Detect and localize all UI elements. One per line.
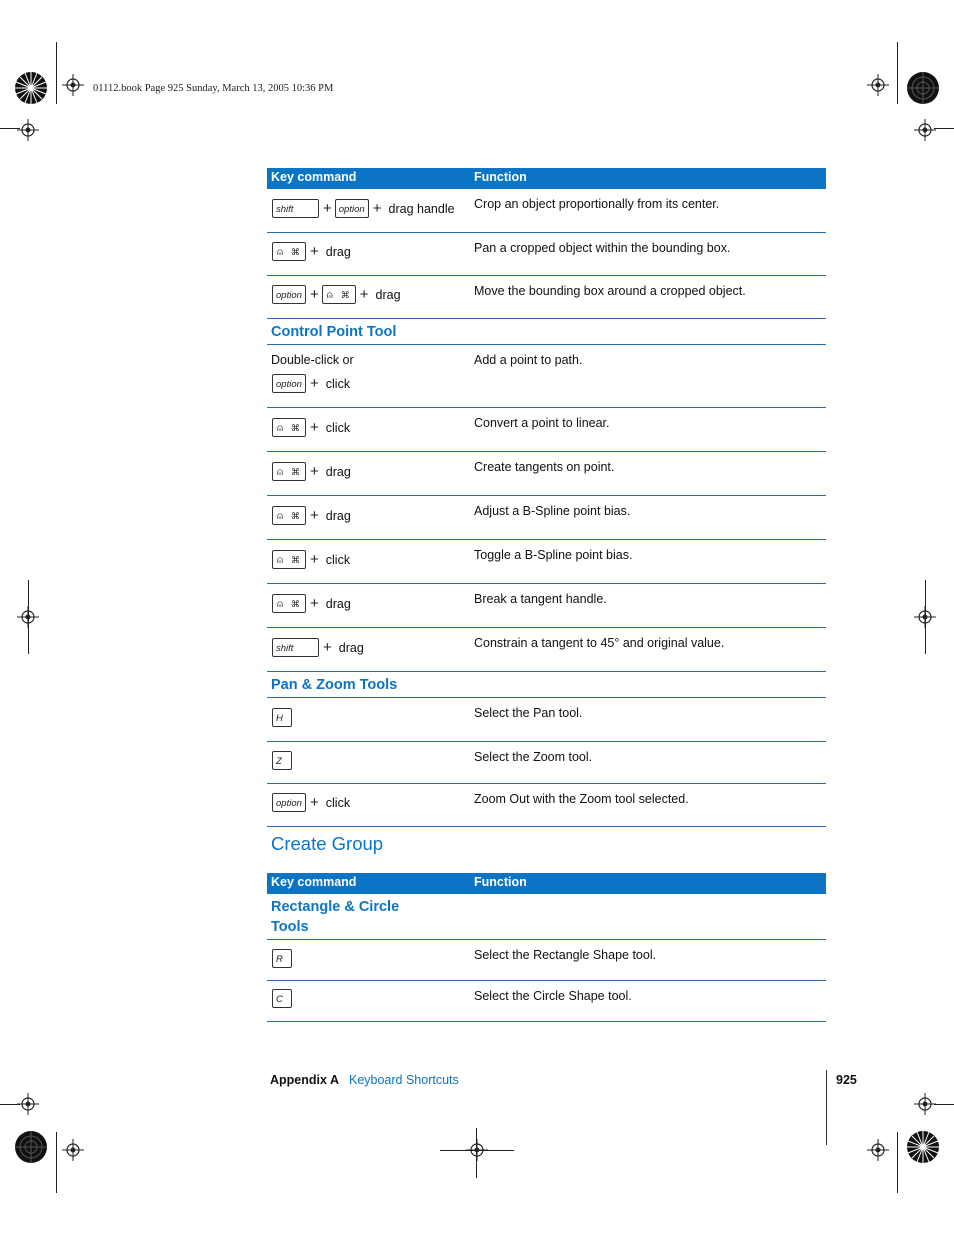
registration-mark-icon	[914, 1093, 936, 1115]
c-key: C	[272, 989, 292, 1008]
plus-icon: +	[310, 286, 319, 303]
command-key	[272, 242, 306, 261]
apple-icon: ⍝	[277, 599, 283, 610]
table-row	[267, 276, 826, 319]
registration-mark-icon	[17, 1093, 39, 1115]
registration-mark-icon	[17, 119, 39, 141]
command-key	[272, 462, 306, 481]
color-target-icon	[906, 71, 940, 105]
color-target-icon	[14, 1130, 48, 1164]
action-text: Double-click or	[271, 353, 354, 367]
command-key	[322, 285, 356, 304]
star-target-icon	[14, 71, 48, 105]
section-title: Pan & Zoom Tools	[271, 677, 398, 693]
function-text: Zoom Out with the Zoom tool selected.	[474, 792, 689, 806]
function-text: Break a tangent handle.	[474, 592, 607, 606]
function-text: Add a point to path.	[474, 353, 583, 367]
plus-icon: +	[323, 200, 332, 217]
registration-mark-icon	[17, 606, 39, 628]
table-row	[267, 540, 826, 584]
command-key	[272, 506, 306, 525]
table-row	[267, 940, 826, 981]
section-title-row	[267, 894, 826, 940]
section-title-row	[267, 319, 826, 345]
table-row	[267, 496, 826, 540]
crop-mark	[934, 1104, 954, 1105]
header-key-command: Key command	[271, 170, 357, 184]
footer	[270, 1073, 459, 1087]
table-header	[267, 168, 826, 189]
plus-icon: +	[310, 551, 319, 568]
table-row	[267, 345, 826, 408]
function-text: Crop an object proportionally from its center.	[474, 197, 720, 211]
shift-key: shift	[272, 199, 319, 218]
command-key	[272, 418, 306, 437]
plus-icon: +	[310, 419, 319, 436]
crop-mark	[934, 128, 954, 129]
shift-key: shift	[272, 638, 319, 657]
apple-icon: ⍝	[277, 555, 283, 566]
apple-icon: ⍝	[326, 290, 333, 301]
function-text: Move the bounding box around a cropped object.	[474, 284, 746, 298]
command-icon: ⌘	[291, 247, 300, 257]
action-text: drag handle	[388, 201, 455, 216]
function-text: Pan a cropped object within the bounding box.	[474, 241, 731, 255]
print-info: 01112.book Page 925 Sunday, March 13, 2005 10:36 PM	[93, 83, 334, 94]
registration-mark-icon	[914, 606, 936, 628]
table-row	[267, 233, 826, 276]
table-row	[267, 628, 826, 672]
apple-icon: ⍝	[277, 423, 283, 434]
apple-icon: ⍝	[277, 511, 283, 522]
plus-icon: +	[310, 595, 319, 612]
function-text: Select the Rectangle Shape tool.	[474, 948, 657, 962]
option-key: option	[272, 374, 306, 393]
crop-mark	[897, 1132, 898, 1193]
table-row	[267, 584, 826, 628]
function-text: Convert a point to linear.	[474, 416, 610, 430]
crop-mark	[56, 1132, 57, 1193]
command-icon: ⌘	[291, 467, 300, 477]
command-icon: ⌘	[291, 555, 300, 565]
action-text: click	[325, 420, 351, 435]
plus-icon: +	[372, 200, 382, 217]
command-icon: ⌘	[340, 290, 350, 300]
header-function: Function	[474, 875, 527, 889]
function-text: Select the Pan tool.	[474, 706, 583, 720]
page-number: 925	[836, 1073, 857, 1087]
section-title	[271, 897, 399, 937]
function-text: Constrain a tangent to 45° and original value.	[474, 636, 725, 650]
header-function: Function	[474, 170, 527, 184]
apple-icon: ⍝	[277, 247, 283, 258]
plus-icon: +	[310, 463, 319, 480]
apple-icon: ⍝	[277, 467, 283, 478]
crop-mark	[56, 42, 57, 104]
command-icon: ⌘	[291, 511, 300, 521]
registration-mark-icon	[62, 1139, 84, 1161]
table-row	[267, 981, 826, 1022]
plus-icon: +	[310, 794, 319, 811]
section-heading: Create Group	[271, 833, 384, 854]
plus-icon: +	[359, 286, 369, 303]
action-text: drag	[325, 464, 351, 479]
crop-mark	[440, 1150, 514, 1151]
crop-mark	[476, 1128, 477, 1178]
action-text: click	[325, 795, 351, 810]
function-text: Create tangents on point.	[474, 460, 615, 474]
option-key: option	[335, 199, 369, 218]
table-header	[267, 873, 826, 894]
shortcut-table	[267, 168, 826, 827]
r-key: R	[272, 949, 292, 968]
plus-icon: +	[310, 375, 319, 392]
shortcut-table	[267, 873, 826, 1022]
command-key	[272, 550, 306, 569]
table-row	[267, 408, 826, 452]
plus-icon: +	[310, 243, 319, 260]
function-text: Select the Zoom tool.	[474, 750, 593, 764]
registration-mark-icon	[914, 119, 936, 141]
action-text: drag	[338, 640, 364, 655]
action-text: click	[325, 552, 351, 567]
action-text: drag	[375, 287, 401, 302]
table-row	[267, 452, 826, 496]
command-icon: ⌘	[291, 423, 300, 433]
crop-mark	[897, 42, 898, 104]
plus-icon: +	[310, 507, 319, 524]
option-key: option	[272, 793, 306, 812]
section-title-row	[267, 672, 826, 698]
header-key-command: Key command	[271, 875, 357, 889]
section-title-line: Tools	[271, 919, 309, 935]
footer-appendix: Appendix A	[270, 1073, 339, 1087]
table-row	[267, 742, 826, 784]
function-text: Toggle a B-Spline point bias.	[474, 548, 633, 562]
h-key: H	[272, 708, 292, 727]
function-text: Adjust a B-Spline point bias.	[474, 504, 631, 518]
table-row	[267, 698, 826, 742]
command-key	[272, 594, 306, 613]
section-title-line: Rectangle & Circle	[271, 899, 400, 915]
action-text: drag	[325, 244, 351, 259]
registration-mark-icon	[867, 74, 889, 96]
registration-mark-icon	[867, 1139, 889, 1161]
table-row	[267, 784, 826, 827]
action-text: click	[325, 376, 351, 391]
table-row	[267, 189, 826, 233]
action-text: drag	[325, 508, 351, 523]
action-text: drag	[325, 596, 351, 611]
z-key: Z	[272, 751, 292, 770]
star-target-icon	[906, 1130, 940, 1164]
footer-divider	[826, 1070, 827, 1145]
registration-mark-icon	[62, 74, 84, 96]
footer-chapter: Keyboard Shortcuts	[348, 1073, 459, 1087]
plus-icon: +	[323, 639, 332, 656]
function-text: Select the Circle Shape tool.	[474, 989, 632, 1003]
command-icon: ⌘	[291, 599, 300, 609]
option-key: option	[272, 285, 306, 304]
section-title: Control Point Tool	[271, 324, 397, 340]
